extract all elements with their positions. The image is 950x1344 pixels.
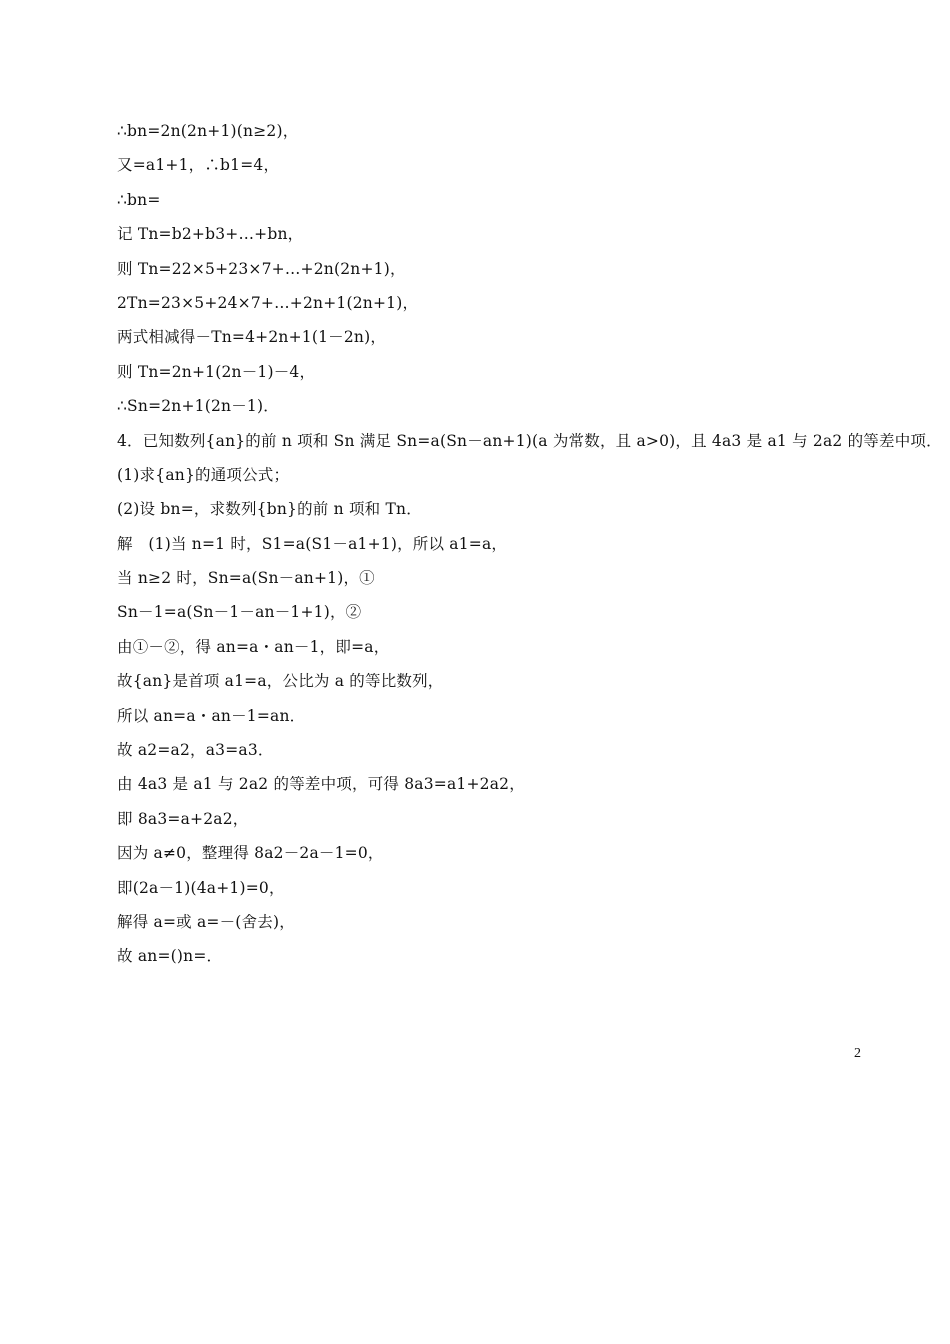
text-line: 解 (1)当 n=1 时，S1=a(S1－a1+1)，所以 a1=a， — [117, 534, 508, 553]
text-line: ∴bn=2n(2n+1)(n≥2)， — [117, 122, 299, 140]
text-line: 故 an=()n=． — [117, 947, 223, 966]
page-number: 2 — [854, 1046, 861, 1061]
text-line: ∴bn= — [117, 190, 161, 209]
text-line: 由①－②，得 an=a・an－1，即=a， — [117, 637, 390, 656]
text-line: 2Tn=23×5+24×7+…+2n+1(2n+1)， — [117, 293, 419, 312]
text-line: 则 Tn=2n+1(2n－1)－4， — [117, 362, 316, 381]
text-line: 故{an}是首项 a1=a，公比为 a 的等比数列， — [117, 672, 444, 691]
solution-text — [117, 114, 942, 974]
text-line: 则 Tn=22×5+23×7+…+2n(2n+1)， — [117, 259, 406, 278]
text-line: 记 Tn=b2+b3+…+bn， — [117, 225, 304, 244]
problem-statement: 4．已知数列{an}的前 n 项和 Sn 满足 Sn=a(Sn－an+1)(a 为常数，且 a>0)，且 4a3 是 a1 与 2a2 的等差中项． — [117, 431, 942, 450]
text-line: (2)设 bn=，求数列{bn}的前 n 项和 Tn． — [117, 500, 422, 519]
text-line: 所以 an=a・an－1=an． — [117, 706, 306, 725]
text-line: 由 4a3 是 a1 与 2a2 的等差中项，可得 8a3=a1+2a2， — [117, 775, 525, 794]
text-line: 故 a2=a2，a3=a3． — [117, 741, 274, 760]
text-line: 解得 a=或 a=－(舍去)， — [117, 912, 295, 931]
text-line: 又=a1+1，∴b1=4， — [117, 156, 280, 175]
text-line: 两式相减得－Tn=4+2n+1(1－2n)， — [117, 328, 387, 347]
text-line: (1)求{an}的通项公式； — [117, 465, 290, 484]
text-line: 即 8a3=a+2a2， — [117, 809, 249, 828]
text-line: ∴Sn=2n+1(2n－1)． — [117, 397, 279, 416]
text-line: Sn－1=a(Sn－1－an－1+1)，② — [117, 603, 362, 622]
text-line: 当 n≥2 时，Sn=a(Sn－an+1)，① — [117, 569, 375, 588]
text-line: 即(2a－1)(4a+1)=0， — [117, 878, 285, 897]
text-line: 因为 a≠0，整理得 8a2－2a－1=0， — [117, 844, 384, 863]
